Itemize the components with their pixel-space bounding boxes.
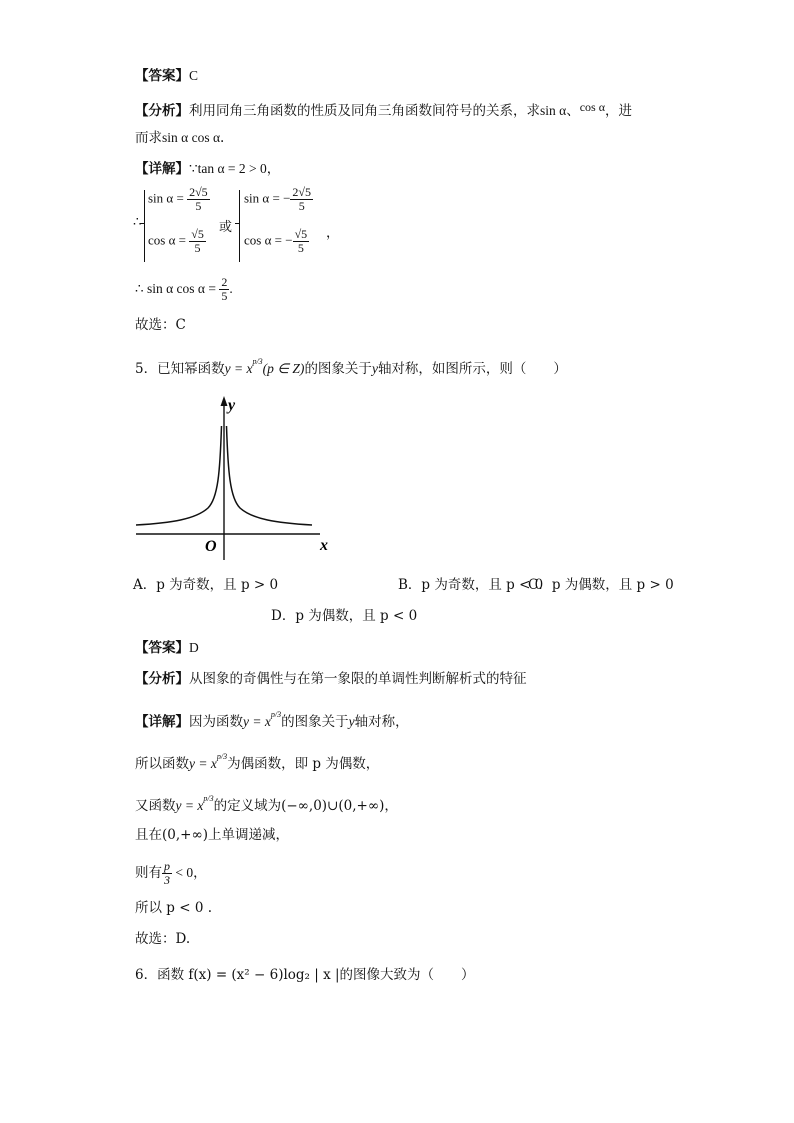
choose-text: 故选：C [135,317,186,333]
answer-value: C [189,68,199,83]
result-fraction: $\frac{2}{5}$ [221,275,228,303]
q4-detail-line [135,159,280,179]
or-word: 或 [219,220,233,235]
q4-choose-line [135,315,186,335]
option-d[interactable]: D．p 为偶数，且 p < 0 [271,608,418,624]
brace-left-1 [144,190,145,262]
q5-detail-line: 【详解】因为函数$y = x^{p/3}$的图象关于y轴对称， [135,710,409,730]
q5-analysis-line [135,669,527,689]
period: . [220,130,225,146]
q4-analysis-line [135,97,632,121]
q4-analysis-line-2 [135,128,224,148]
x-label: x [320,537,328,554]
option-b[interactable]: B．p 为奇数，且 p < 0 [398,577,544,593]
option-c[interactable]: C．p 为偶数，且 p > 0 [528,577,674,593]
detail-tag: 【详解】 [135,161,189,177]
option-a[interactable]: A．p 为奇数，且 p > 0 [133,577,279,593]
answer-tag: 【答案】 [135,68,189,84]
y-axis-arrow [221,396,228,406]
answer-tag: 【答案】 [135,640,189,656]
result-lhs: ∴ sin α cos α = [135,281,220,296]
detail-condition: ∵tan α = 2 > 0 [189,161,267,176]
system-2-row-2: cos α = − $\frac{√5}{5}$ [244,227,308,255]
system-1-row-1: sin α = $\frac{2√5}{5}$ [148,185,208,213]
y-label: y [228,397,236,414]
q5-detail-line-5: 则有 $\frac{p}{3}$ < 0， [135,859,207,887]
q5-detail-line-6: 所以 p < 0 . [135,900,212,916]
therefore-sign: ∴ [133,214,142,229]
system-1-row-2: cos α = $\frac{√5}{5}$ [148,227,204,255]
power-function: $y = x^{p/3}$ [224,357,263,376]
function-graph [132,392,342,562]
q5-detail-line-3: 又函数$y = x^{p/3}$的定义域为(−∞,0)∪(0,+∞)， [135,794,398,814]
curve-left [136,426,222,525]
q6-stem-line: 6．函数 f(x) = (x² − 6)log₂ | x |的图像大致为（ ） [135,967,475,983]
cos-alpha: cos α [579,100,605,114]
q4-result-line: ∴ sin α cos α = $\frac{2}{5}$ . [135,275,233,303]
answer-value: D [189,640,199,655]
origin-label: O [205,538,217,555]
comma: ， [326,225,340,240]
q5-choose-line: 故选：D. [135,931,191,947]
analysis-text-end: ，进 [605,103,632,119]
analysis-text: 从图象的奇偶性与在第一象限的单调性判断解析式的特征 [189,671,527,687]
q5-stem-line: 5．已知幂函数$y = x^{p/3}(p$ ∈ Z)的图象关于y轴对称，如图所示，则（ ） [135,357,567,377]
curve-right [227,426,313,525]
analysis-tag: 【分析】 [135,103,189,119]
sin-alpha: sin α [540,103,567,118]
brace-left-2 [239,190,240,262]
q5-detail-line-2: 所以函数$y = x^{p/3}$为偶函数，即 p 为偶数， [135,752,380,772]
condition: (p ∈ Z) [262,361,305,376]
q4-answer-line [135,66,198,86]
stem-text: 5．已知幂函数 [135,361,225,377]
system-2-row-1: sin α = − $\frac{2√5}{5}$ [244,185,311,213]
sincos-expr: sin α cos α [162,130,221,145]
detail-tag: 【详解】 [135,714,189,730]
analysis-tag: 【分析】 [135,671,189,687]
analysis-text: 而求 [135,130,162,146]
comma: ， [266,161,281,177]
q5-answer-line [135,638,199,658]
equation-systems [133,186,353,266]
separator: 、 [566,103,580,119]
q5-detail-line-4: 且在(0,+∞)上单调递减， [135,827,289,843]
analysis-text: 利用同角三角函数的性质及同角三角函数间符号的关系，求 [189,103,540,119]
